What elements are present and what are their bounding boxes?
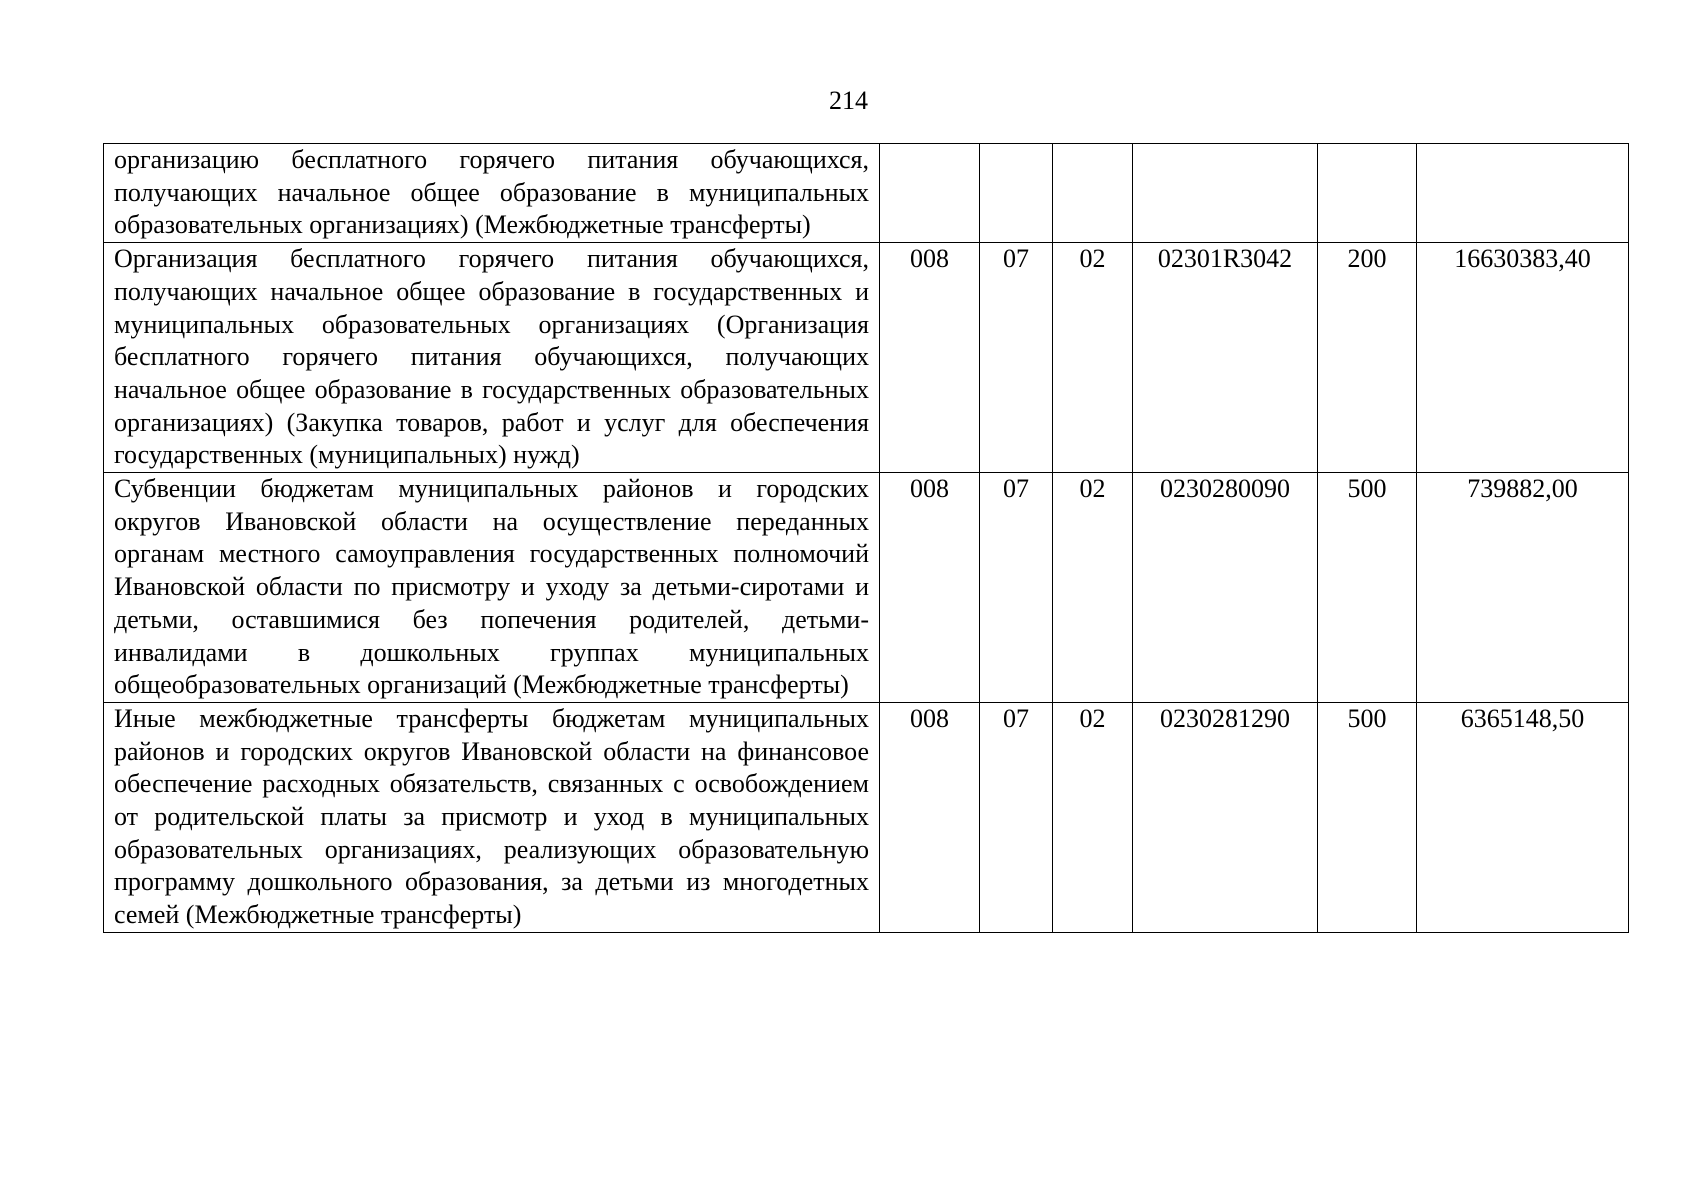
expense-type-code: 500 xyxy=(1318,702,1417,932)
ministry-code: 008 xyxy=(880,473,980,703)
expense-type-code: 500 xyxy=(1318,473,1417,703)
target-article-code: 0230281290 xyxy=(1133,702,1318,932)
amount: 6365148,50 xyxy=(1417,702,1629,932)
expense-type-code xyxy=(1318,144,1417,243)
section-code: 07 xyxy=(980,243,1053,473)
row-description: организацию бесплатного горячего питания обучающихся, получающих начальное общее образование в муниципальных образовательных организациях) (Межбюджетные трансферты) xyxy=(104,144,880,243)
subsection-code: 02 xyxy=(1053,473,1133,703)
row-description: Организация бесплатного горячего питания обучающихся, получающих начальное общее образование в государственных и муниципальных образовательных организациях (Организация бесплатного горячего питания обучающихся, получающих начальное общее образование в государственных образовательных организациях) (Закупка товаров, работ и услуг для обеспечения государственных (муниципальных) нужд) xyxy=(104,243,880,473)
subsection-code xyxy=(1053,144,1133,243)
subsection-code: 02 xyxy=(1053,243,1133,473)
section-code: 07 xyxy=(980,473,1053,703)
target-article-code: 0230280090 xyxy=(1133,473,1318,703)
amount: 739882,00 xyxy=(1417,473,1629,703)
section-code xyxy=(980,144,1053,243)
section-code: 07 xyxy=(980,702,1053,932)
subsection-code: 02 xyxy=(1053,702,1133,932)
row-description: Субвенции бюджетам муниципальных районов и городских округов Ивановской области на осуществление переданных органам местного самоуправления государственных полномочий Ивановской области по присмотру и уходу за детьми-сиротами и детьми, оставшимися без попечения родителей, детьми-инвалидами в дошкольных группах муниципальных общеобразовательных организаций (Межбюджетные трансферты) xyxy=(104,473,880,703)
target-article-code: 02301R3042 xyxy=(1133,243,1318,473)
table-row xyxy=(104,243,1629,473)
ministry-code xyxy=(880,144,980,243)
table-row xyxy=(104,144,1629,243)
target-article-code xyxy=(1133,144,1318,243)
ministry-code: 008 xyxy=(880,243,980,473)
table-row xyxy=(104,702,1629,932)
budget-table xyxy=(103,143,1629,933)
table-row xyxy=(104,473,1629,703)
amount: 16630383,40 xyxy=(1417,243,1629,473)
page-number: 214 xyxy=(829,86,868,115)
amount xyxy=(1417,144,1629,243)
expense-type-code: 200 xyxy=(1318,243,1417,473)
ministry-code: 008 xyxy=(880,702,980,932)
row-description: Иные межбюджетные трансферты бюджетам муниципальных районов и городских округов Ивановской области на финансовое обеспечение расходных обязательств, связанных с освобождением от родительской платы за присмотр и уход в муниципальных образовательных организациях, реализующих образовательную программу дошкольного образования, за детьми из многодетных семей (Межбюджетные трансферты) xyxy=(104,702,880,932)
